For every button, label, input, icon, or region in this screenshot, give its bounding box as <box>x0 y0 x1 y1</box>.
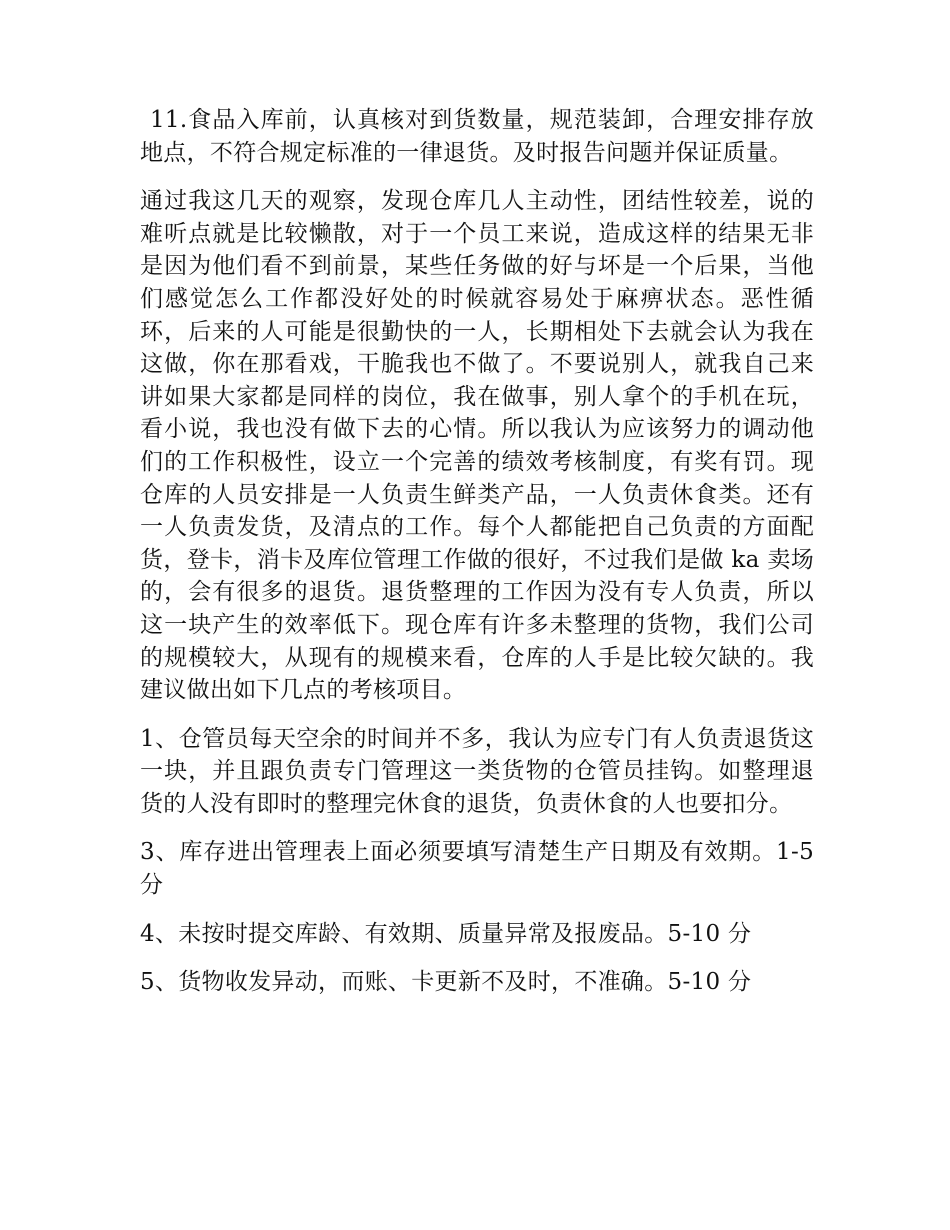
paragraph-food-storage: 11.食品入库前，认真核对到货数量，规范装卸，合理安排存放地点，不符合规定标准的一律退货。及时报告问题并保证质量。 <box>140 107 814 166</box>
paragraph-observation: 通过我这几天的观察，发现仓库几人主动性，团结性较差，说的难听点就是比较懒散，对于一个员工来说，造成这样的结果无非是因为他们看不到前景，某些任务做的好与坏是一个后果，当他们感觉怎么工作都没好处的时候就容易处于麻痹状态。恶性循环，后来的人可能是很勤快的一人，长期相处下去就会认为我在这做，你在那看戏，干脆我也不做了。不要说别人，就我自己来讲如果大家都是同样的岗位，我在做事，别人拿个的手机在玩，看小说，我也没有做下去的心情。所以我认为应该努力的调动他们的工作积极性，设立一个完善的绩效考核制度，有奖有罚。现仓库的人员安排是一人负责生鲜类产品，一人负责休食类。还有一人负责发货，及清点的工作。每个人都能把自己负责的方面配货，登卡，消卡及库位管理工作做的很好，不过我们是做 ka 卖场的，会有很多的退货。退货整理的工作因为没有专人负责，所以这一块产生的效率低下。现仓库有许多未整理的货物，我们公司的规模较大，从现有的规模来看，仓库的人手是比较欠缺的。我建议做出如下几点的考核项目。 <box>140 188 814 704</box>
paragraph-item-5: 5、货物收发异动，而账、卡更新不及时，不准确。5-10 分 <box>140 969 752 996</box>
document-page <box>140 104 814 1015</box>
paragraph-item-4: 4、未按时提交库龄、有效期、质量异常及报废品。5-10 分 <box>140 920 752 947</box>
paragraph-item-3: 3、库存进出管理表上面必须要填写清楚生产日期及有效期。1-5 分 <box>140 839 814 899</box>
paragraph-item-1: 1、仓管员每天空余的时间并不多，我认为应专门有人负责退货这一块，并且跟负责专门管理这一类货物的仓管员挂钩。如整理退货的人没有即时的整理完休食的退货，负责休食的人也要扣分。 <box>140 725 814 817</box>
